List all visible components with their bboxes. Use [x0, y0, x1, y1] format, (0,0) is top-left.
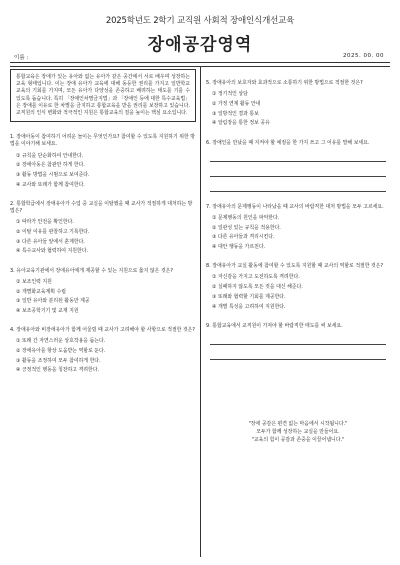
- question-item: [10, 268, 196, 316]
- answer-option[interactable]: ③ 활동 방법을 시범으로 보여준다.: [16, 172, 90, 179]
- answer-option[interactable]: ① 규칙을 단순화하여 안내한다.: [16, 152, 84, 159]
- answer-option[interactable]: ④ 특수교사와 협력하여 지원한다.: [16, 248, 89, 255]
- answer-option[interactable]: ① 정기적인 상담: [212, 91, 248, 98]
- question-item: [206, 80, 390, 128]
- question-item: [10, 134, 196, 189]
- page-title: 장애공감영역: [147, 35, 253, 55]
- question-text: 3. 유아교육기관에서 장애유아에게 제공할 수 있는 지원으로 옳지 않은 것은?: [10, 267, 173, 274]
- answer-option[interactable]: ① 문제행동의 원인을 파악한다.: [212, 214, 280, 221]
- answer-option[interactable]: ④ 긍정적인 행동을 칭찬하고 격려한다.: [16, 367, 100, 374]
- name-label: 이름 :: [14, 55, 29, 61]
- answer-option[interactable]: ① 따라가 안전을 확인한다.: [16, 219, 74, 226]
- question-text: 6. 장애인을 만났을 때 지켜야 할 예절을 한 가지 쓰고 그 이유를 말해 보세요.: [206, 139, 370, 146]
- question-text: 5. 장애유아의 보호자와 효과적으로 소통하기 위한 방법으로 적절한 것은?: [206, 80, 363, 86]
- intro-box: 통합교육은 장애가 있는 유아와 없는 유아가 같은 공간에서 서로 배우며 성장하는 교육 형태입니다. 이는 장애 유아가 교육에 대해 동등한 권리를 가지고 일반학교 교육의 기회를 가지며, 모든 유아가 다양성을 존중하고 배려하는 태도를 기를 수 있도록 돕습니다. 특히 「장애인차별금지법」과 「장애인 등에 대한 특수교육법」은 장애를 이유로 한 차별을 금지하고 통합교육을 받을 권리를 보장하고 있습니다. 교직원의 인식 변화와 적극적인 지원은 통합교육의 질을 높이는 핵심 요소입니다.: [10, 69, 196, 122]
- closing-quote-line: "장애 공감은 편견 없는 마음에서 시작됩니다.": [248, 420, 348, 427]
- question-item: [206, 263, 390, 311]
- column-divider: [200, 67, 201, 557]
- answer-line[interactable]: [210, 161, 386, 162]
- answer-option[interactable]: ① 자신감을 가지고 도전하도록 격려한다.: [212, 274, 300, 281]
- header-divider-top: [10, 62, 390, 63]
- question-text: 1. 장애아동이 참여하기 어려운 놀이는 무엇인가요? 참여할 수 있도록 지원하기 위한 방법을 이야기해 보세요.: [10, 134, 195, 148]
- question-item: [10, 327, 196, 375]
- question-item: [10, 201, 196, 256]
- answer-option[interactable]: ③ 다른 유아들과 격리시킨다.: [212, 234, 275, 241]
- answer-line[interactable]: [210, 176, 386, 177]
- answer-option[interactable]: ② 장애유아를 항상 도움받는 역할로 둔다.: [16, 348, 106, 355]
- question-item: [206, 204, 390, 252]
- question-text: 2. 통합학급에서 장애유아가 수업 중 교실을 이탈했을 때 교사가 적절하게 대처하는 방법은?: [10, 200, 193, 215]
- closing-quote-line: 모두가 함께 성장하는 교실을 만들어요.: [256, 428, 340, 435]
- date-label: 2025. 00. 00: [343, 53, 384, 59]
- question-text: 4. 장애유아와 비장애유아가 함께 어울릴 때 교사가 고려해야 할 사항으로 적절한 것은?: [10, 327, 195, 334]
- right-column: [206, 68, 390, 444]
- answer-option[interactable]: ② 이탈 이유를 관찰하고 기록한다.: [16, 229, 90, 236]
- left-column: [10, 68, 196, 377]
- answer-line[interactable]: [210, 191, 386, 192]
- answer-option[interactable]: ④ 보조공학기기 및 교재 지원: [16, 307, 79, 314]
- question-text: 7. 장애유아의 문제행동이 나타났을 때 교사의 바람직한 대처 방법을 모두 고르세요.: [206, 203, 384, 210]
- answer-option[interactable]: ④ 대안 행동을 가르친다.: [212, 244, 266, 251]
- answer-option[interactable]: ① 보조인력 지원: [16, 278, 52, 285]
- answer-line[interactable]: [210, 344, 386, 345]
- answer-option[interactable]: ② 장애아동은 참관만 하게 한다.: [16, 162, 85, 169]
- answer-option[interactable]: ② 일관성 있는 규칙을 적용한다.: [212, 224, 281, 231]
- answer-option[interactable]: ③ 일반 유아와 분리된 활동만 제공: [16, 298, 90, 305]
- closing-quote-line: "교육의 힘이 공감과 존중을 이끌어냅니다.": [251, 436, 345, 443]
- question-text: 9. 통합교육에서 교직원이 가져야 할 바람직한 태도를 써 보세요.: [206, 322, 343, 329]
- answer-line[interactable]: [210, 359, 386, 360]
- answer-option[interactable]: ④ 교사와 또래가 함께 참여한다.: [16, 181, 85, 188]
- answer-option[interactable]: ③ 또래와 협력할 기회를 제공한다.: [212, 293, 286, 300]
- answer-option[interactable]: ③ 활동을 조정하여 모두 참여하게 한다.: [16, 357, 101, 364]
- answer-option[interactable]: ① 또래 간 자연스러운 상호작용을 돕는다.: [16, 338, 106, 345]
- answer-option[interactable]: ② 가정 연계 활동 안내: [212, 100, 261, 107]
- header-subtitle: 2025학년도 2학기 교직원 사회적 장애인식개선교육: [105, 16, 295, 26]
- answer-option[interactable]: ③ 일방적인 결과 통보: [212, 110, 259, 117]
- answer-option[interactable]: ② 개별화교육계획 수립: [16, 288, 67, 295]
- answer-option[interactable]: ③ 다른 유아들 앞에서 훈계한다.: [16, 238, 85, 245]
- closing-quote: [206, 420, 390, 444]
- question-item: [206, 140, 390, 192]
- question-item: [206, 323, 390, 360]
- question-text: 8. 장애유아가 교실 활동에 참여할 수 있도록 지원할 때 교사의 역할로 적절한 것은?: [206, 263, 384, 270]
- answer-option[interactable]: ④ 개별 특성을 고려하여 지원한다.: [212, 303, 286, 310]
- answer-option[interactable]: ④ 알림장을 통한 정보 공유: [212, 120, 270, 127]
- answer-option[interactable]: ② 실패하지 않도록 모든 것을 대신 해준다.: [212, 284, 303, 291]
